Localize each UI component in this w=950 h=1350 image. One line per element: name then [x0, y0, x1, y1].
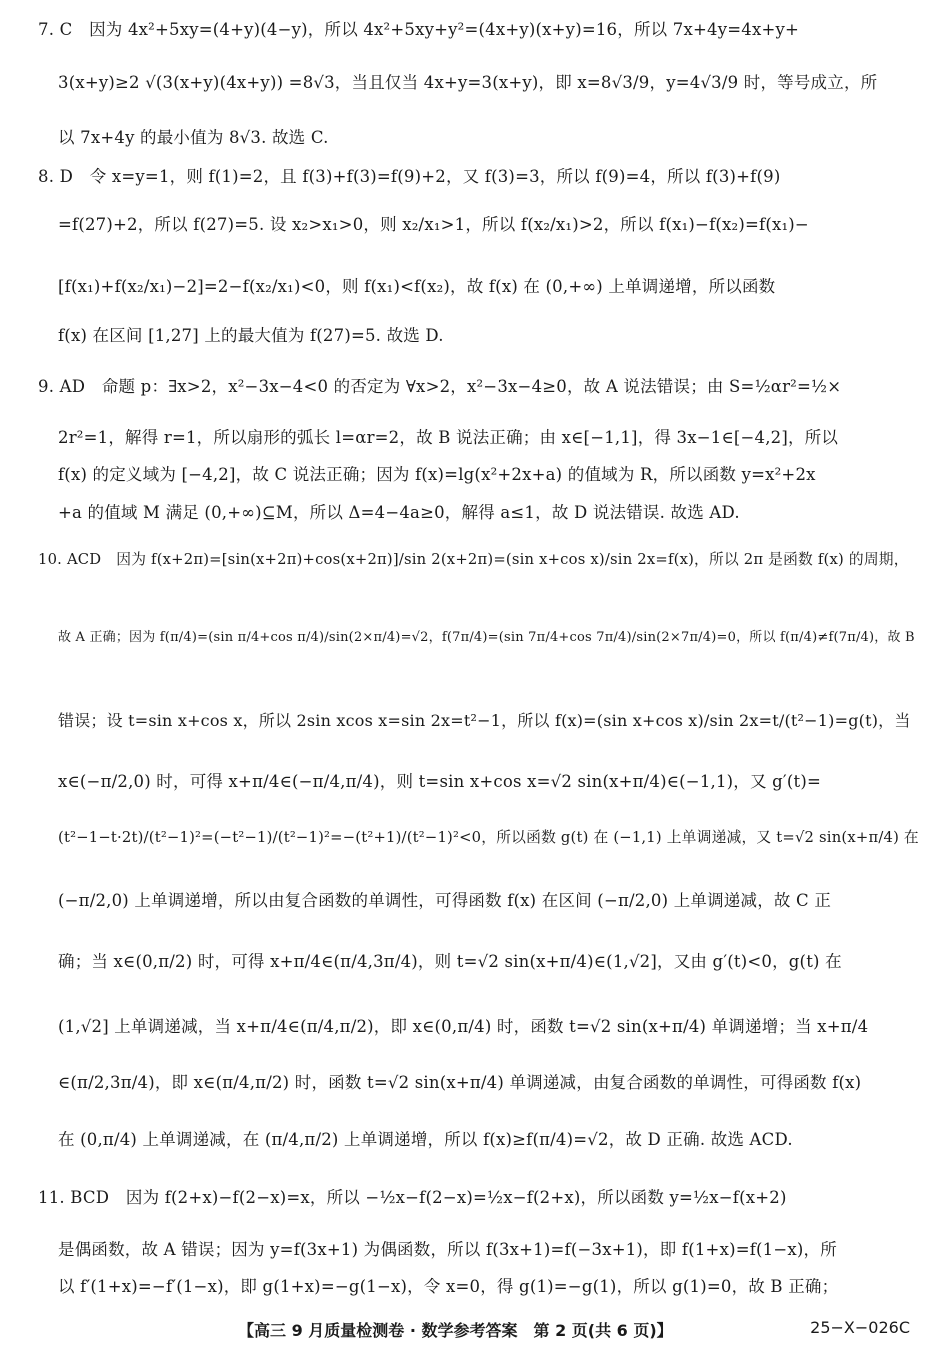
- answer-10-line-4: x∈(−π/2,0) 时，可得 x+π/4∈(−π/4,π/4)，则 t=sin x+cos x=√2 sin(x+π/4)∈(−1,1)，又 g′(t)=: [58, 772, 821, 791]
- answer-7-line-3: 以 7x+4y 的最小值为 8√3. 故选 C.: [58, 128, 329, 147]
- answer-10-line-7: 确；当 x∈(0,π/2) 时，可得 x+π/4∈(π/4,3π/4)，则 t=√2 sin(x+π/4)∈(1,√2]，又由 g′(t)<0，g(t) 在: [58, 952, 842, 971]
- answer-8-line-3: [f(x₁)+f(x₂/x₁)−2]=2−f(x₂/x₁)<0，则 f(x₁)<f(x₂)，故 f(x) 在 (0,+∞) 上单调递增，所以函数: [58, 277, 776, 296]
- answer-7-line-1: 7. C 因为 4x²+5xy=(4+y)(4−y)，所以 4x²+5xy+y²=(4x+y)(x+y)=16，所以 7x+4y=4x+y+: [38, 20, 800, 39]
- answer-9-line-3: f(x) 的定义域为 [−4,2]，故 C 说法正确；因为 f(x)=lg(x²+2x+a) 的值域为 R，所以函数 y=x²+2x: [58, 465, 816, 484]
- answer-10-line-1: 10. ACD 因为 f(x+2π)=[sin(x+2π)+cos(x+2π)]/sin 2(x+2π)=(sin x+cos x)/sin 2x=f(x)，所以 2π 是函数 f(x) 的周期，: [38, 551, 909, 568]
- answer-9-line-2: 2r²=1，解得 r=1，所以扇形的弧长 l=αr=2，故 B 说法正确；由 x∈[−1,1]，得 3x−1∈[−4,2]，所以: [58, 428, 839, 447]
- answer-11-line-1: 11. BCD 因为 f(2+x)−f(2−x)=x，所以 −½x−f(2−x)=½x−f(2+x)，所以函数 y=½x−f(x+2): [38, 1188, 787, 1207]
- answer-9-line-4: +a 的值域 M 满足 (0,+∞)⊆M，所以 Δ=4−4a≥0，解得 a≤1，故 D 说法错误. 故选 AD.: [58, 503, 740, 522]
- footer-title: 【高三 9 月质量检测卷 · 数学参考答案 第 2 页(共 6 页)】: [238, 1321, 673, 1340]
- footer-code: 25−X−026C: [810, 1318, 910, 1337]
- answer-10-line-5: (t²−1−t·2t)/(t²−1)²=(−t²−1)/(t²−1)²=−(t²+1)/(t²−1)²<0，所以函数 g(t) 在 (−1,1) 上单调递减，又 t=√2 sin(x+π/4) 在: [58, 829, 919, 846]
- answer-11-line-2: 是偶函数，故 A 错误；因为 y=f(3x+1) 为偶函数，所以 f(3x+1)=f(−3x+1)，即 f(1+x)=f(1−x)，所: [58, 1240, 837, 1259]
- answer-10-line-10: 在 (0,π/4) 上单调递减，在 (π/4,π/2) 上单调递增，所以 f(x)≥f(π/4)=√2，故 D 正确. 故选 ACD.: [58, 1130, 793, 1149]
- answer-10-line-8: (1,√2] 上单调递减，当 x+π/4∈(π/4,π/2)，即 x∈(0,π/4) 时，函数 t=√2 sin(x+π/4) 单调递增；当 x+π/4: [58, 1017, 869, 1036]
- answer-10-line-9: ∈(π/2,3π/4)，即 x∈(π/4,π/2) 时，函数 t=√2 sin(x+π/4) 单调递减，由复合函数的单调性，可得函数 f(x): [58, 1073, 862, 1092]
- answer-8-line-2: =f(27)+2，所以 f(27)=5. 设 x₂>x₁>0，则 x₂/x₁>1，所以 f(x₂/x₁)>2，所以 f(x₁)−f(x₂)=f(x₁)−: [58, 215, 809, 234]
- answer-10-line-3: 错误；设 t=sin x+cos x，所以 2sin xcos x=sin 2x=t²−1，所以 f(x)=(sin x+cos x)/sin 2x=t/(t²−1)=g(t)，当: [58, 711, 911, 730]
- answer-8-line-1: 8. D 令 x=y=1，则 f(1)=2，且 f(3)+f(3)=f(9)+2，又 f(3)=3，所以 f(9)=4，所以 f(3)+f(9): [38, 167, 781, 186]
- answer-7-line-2: 3(x+y)≥2 √(3(x+y)(4x+y)) =8√3，当且仅当 4x+y=3(x+y)，即 x=8√3/9，y=4√3/9 时，等号成立，所: [58, 73, 878, 92]
- answer-9-line-1: 9. AD 命题 p：∃x>2，x²−3x−4<0 的否定为 ∀x>2，x²−3x−4≥0，故 A 说法错误；由 S=½αr²=½×: [38, 377, 842, 396]
- answer-10-line-2: 故 A 正确；因为 f(π/4)=(sin π/4+cos π/4)/sin(2×π/4)=√2，f(7π/4)=(sin 7π/4+cos 7π/4)/sin(2×7π/4)=0，所以 f(π/4)≠f(7π/4)，故 B: [58, 630, 915, 645]
- answer-10-line-6: (−π/2,0) 上单调递增，所以由复合函数的单调性，可得函数 f(x) 在区间 (−π/2,0) 上单调递减，故 C 正: [58, 891, 832, 910]
- answer-11-line-3: 以 f′(1+x)=−f′(1−x)，即 g(1+x)=−g(1−x)，令 x=0，得 g(1)=−g(1)，所以 g(1)=0，故 B 正确；: [58, 1277, 839, 1296]
- answer-8-line-4: f(x) 在区间 [1,27] 上的最大值为 f(27)=5. 故选 D.: [58, 326, 444, 345]
